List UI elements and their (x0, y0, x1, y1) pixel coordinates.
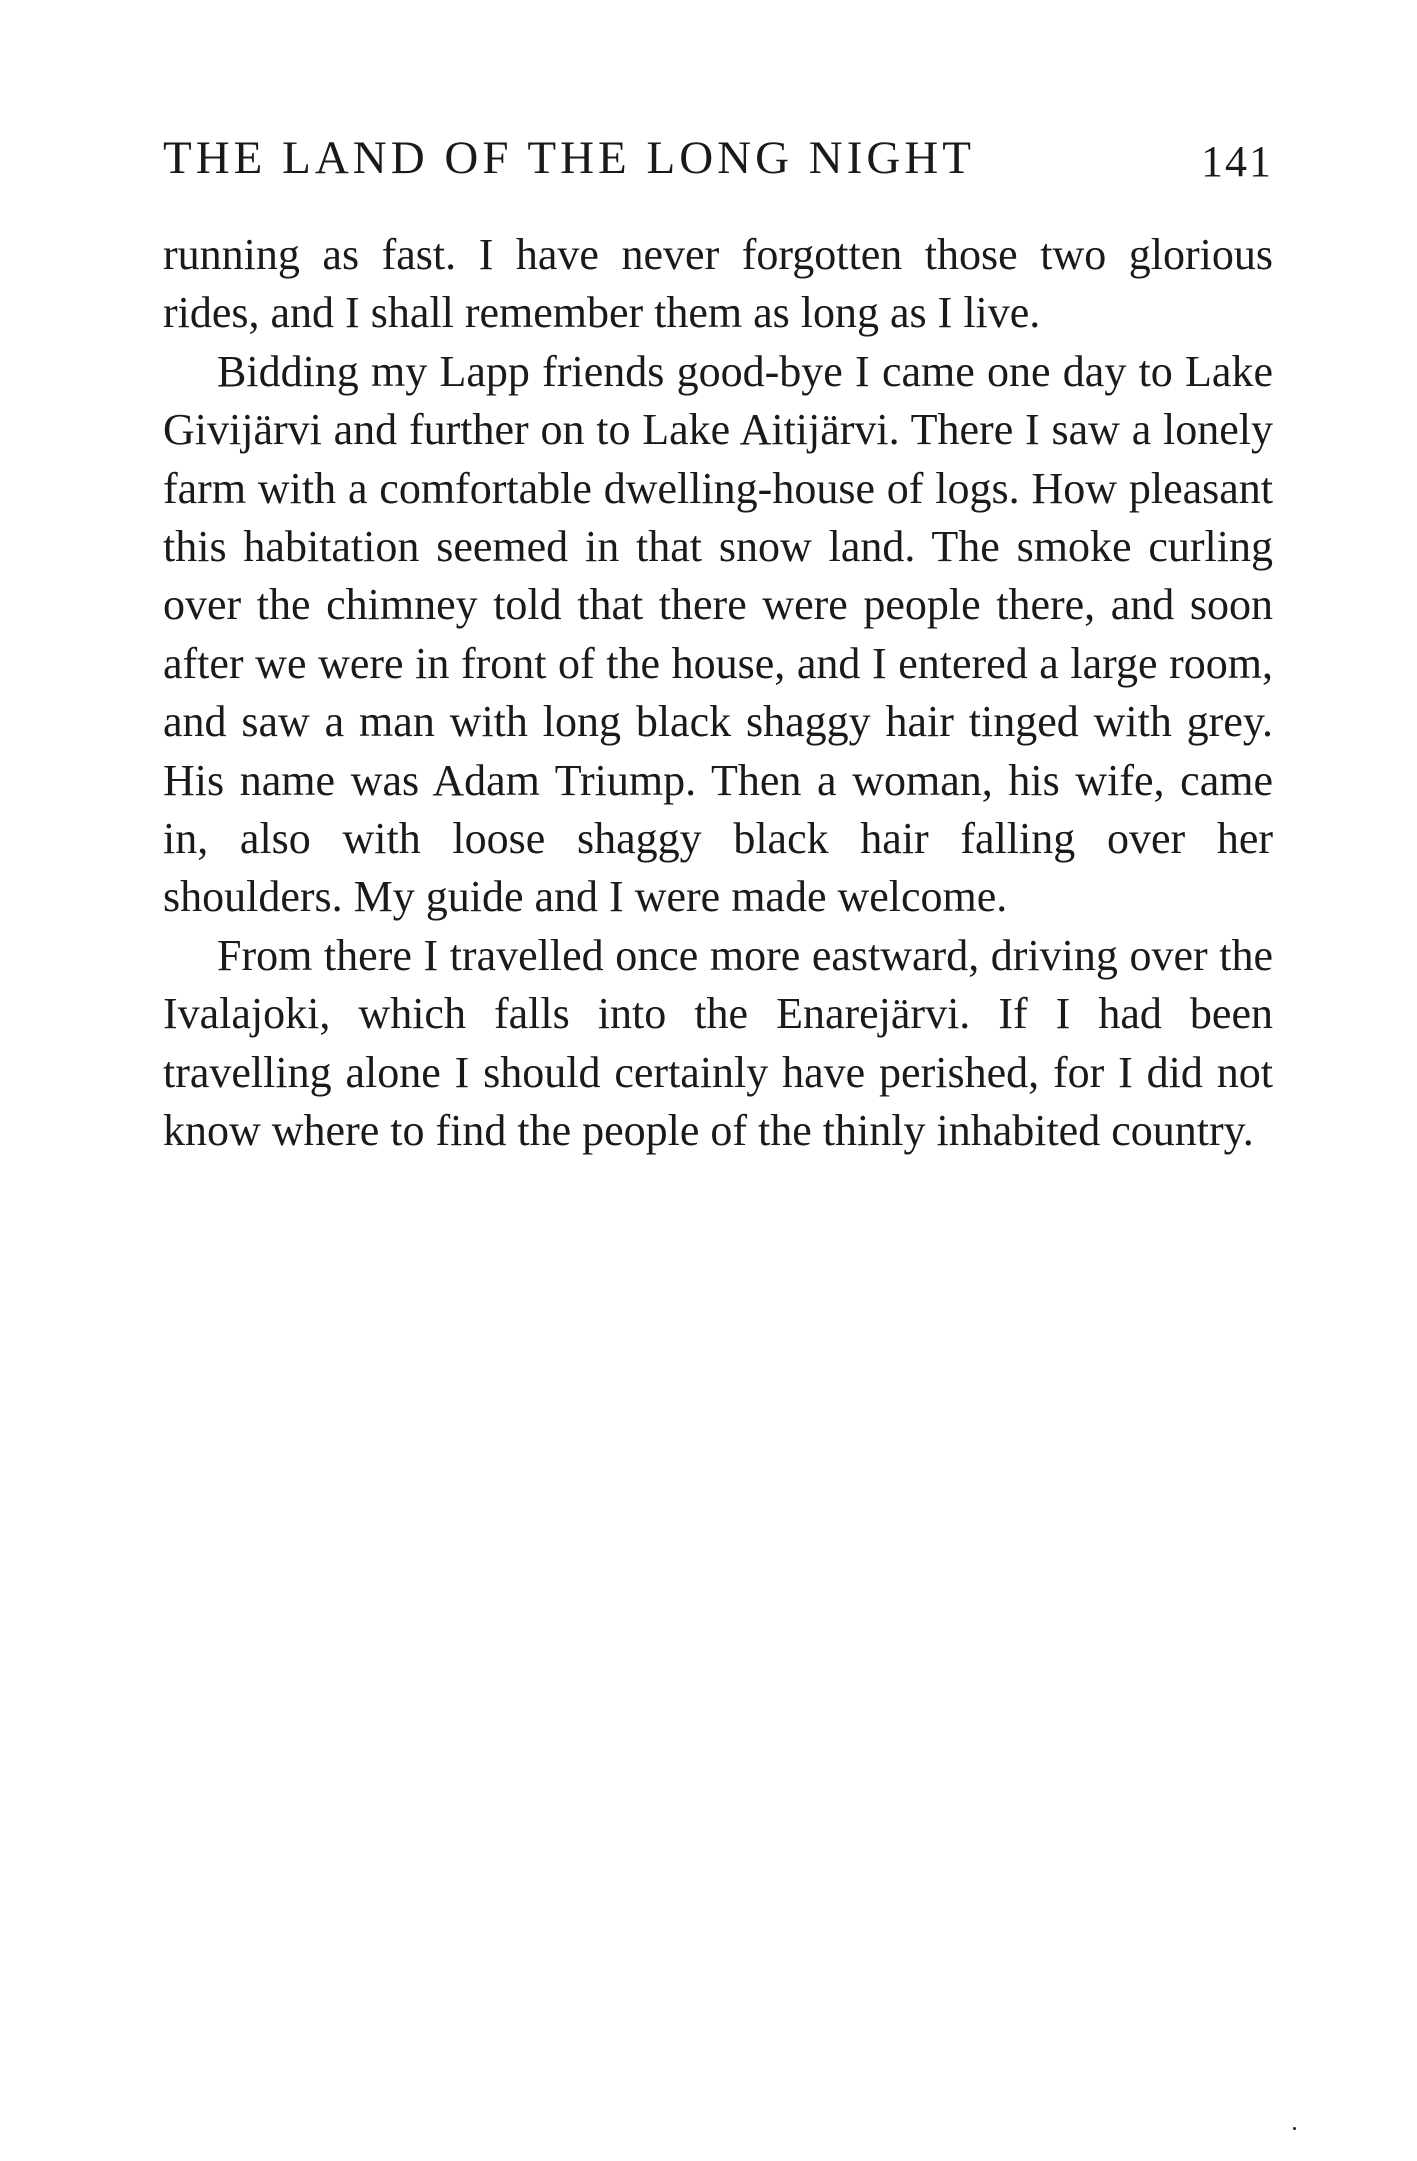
print-speck (1293, 2127, 1296, 2130)
running-title: THE LAND OF THE LONG NIGHT (163, 132, 975, 184)
running-head (163, 128, 1273, 188)
paragraph-eastward: From there I travelled once more eastward, driving over the Ivalajoki, which falls into the Enarejärvi. If I had been travelling alone I should certainly have perished, for I did not know where to find the people of the thinly inhabited country. (163, 930, 1273, 1156)
paragraph-continued: running as fast. I have never forgotten those two glorious rides, and I shall remember them as long as I live. (163, 230, 1273, 338)
body-text (163, 226, 1273, 1161)
page-number: 141 (1201, 137, 1273, 186)
paragraph-lapp-friends: Bidding my Lapp friends good-bye I came one day to Lake Givijärvi and further on to Lake Aitijärvi. There I saw a lonely farm with a comfortable dwelling-house of logs. How pleasant this habitation seemed in that snow land. The smoke curling over the chimney told that there were people there, and soon after we were in front of the house, and I entered a large room, and saw a man with long black shaggy hair tinged with grey. His name was Adam Triump. Then a woman, his wife, came in, also with loose shaggy black hair falling over her shoulders. My guide and I were made welcome. (163, 346, 1273, 922)
